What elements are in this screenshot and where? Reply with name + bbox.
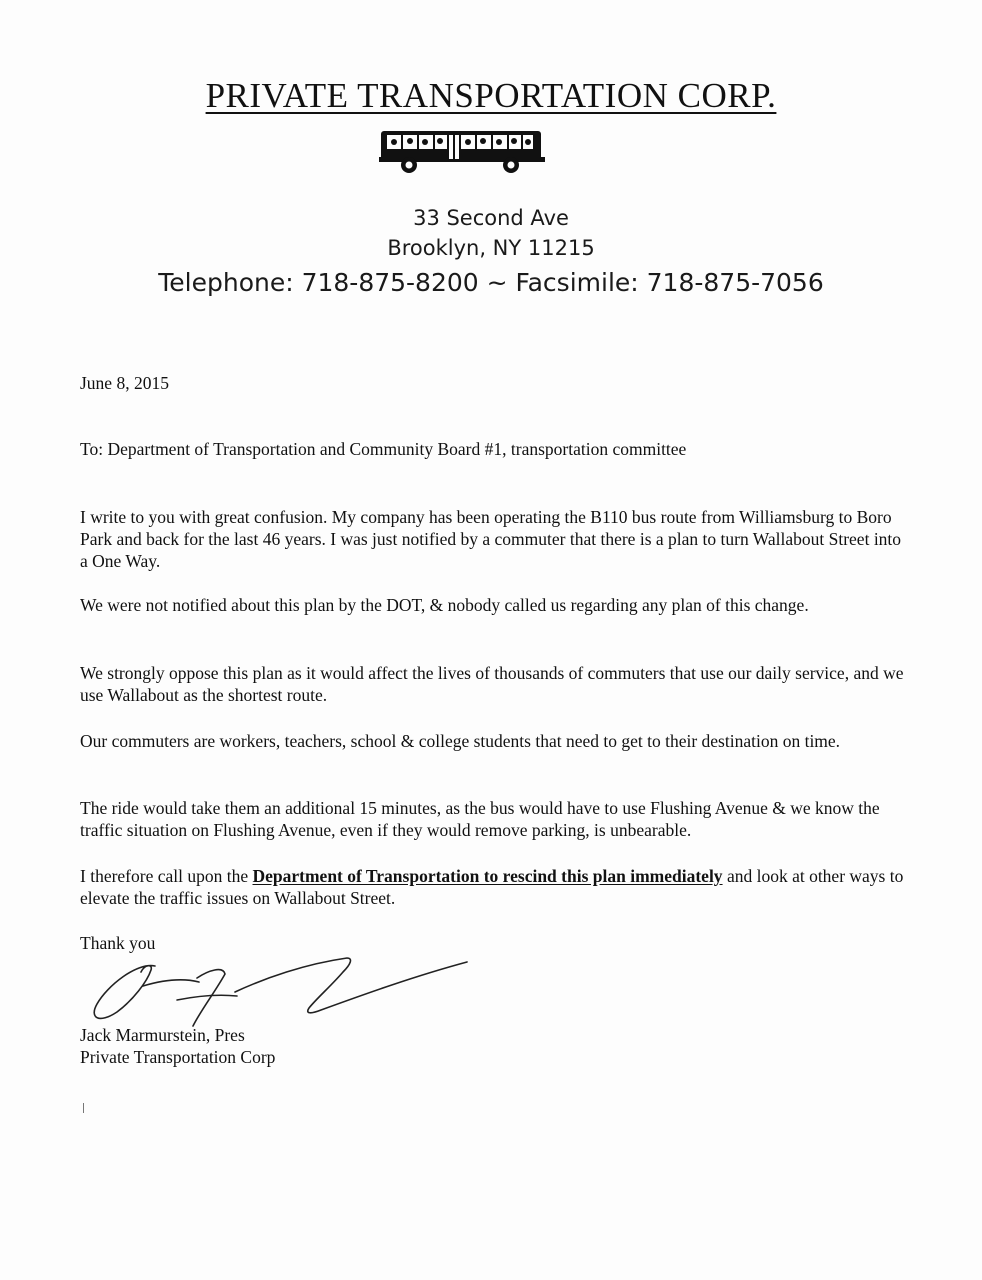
company-name: PRIVATE TRANSPORTATION CORP. — [205, 76, 777, 115]
closing-text-before: I therefore call upon the — [80, 866, 253, 886]
handwritten-signature — [85, 952, 475, 1032]
paragraph-2: We were not notified about this plan by the DOT, & nobody called us regarding any plan of this change. — [80, 595, 809, 615]
letter-date: June 8, 2015 — [80, 373, 169, 393]
address-street: 33 Second Ave — [413, 206, 569, 230]
recipient-line: To: Department of Transportation and Community Board #1, transportation committee — [80, 439, 687, 459]
signer-company: Private Transportation Corp — [80, 1047, 276, 1067]
contact-numbers: Telephone: 718-875-8200 ~ Facsimile: 718-875-7056 — [158, 268, 824, 297]
sign-off: Thank you — [80, 933, 156, 953]
scan-mark — [83, 1103, 84, 1113]
paragraph-4: Our commuters are workers, teachers, school & college students that need to get to their destination on time. — [80, 731, 841, 751]
closing-emphasis: Department of Transportation to rescind this plan immediately — [252, 866, 723, 886]
company-title — [0, 76, 982, 116]
closing-paragraph — [80, 865, 910, 909]
paragraph-3: We strongly oppose this plan as it would affect the lives of thousands of commuters that use our daily service, and we use Wallabout as the shortest route. — [80, 663, 904, 705]
signer-name: Jack Marmurstein, Pres — [80, 1025, 245, 1045]
address-city: Brooklyn, NY 11215 — [387, 236, 595, 260]
paragraph-1: I write to you with great confusion. My company has been operating the B110 bus route from Williamsburg to Boro Park and back for the last 46 years. I was just notified by a commuter that there is a plan to turn Wallabout Street into a One Way. — [80, 507, 902, 571]
bus-icon — [379, 128, 545, 174]
paragraph-5: The ride would take them an additional 15 minutes, as the bus would have to use Flushing Avenue & we know the traffic situation on Flushing Avenue, even if they would remove parking, is unbearable. — [80, 798, 880, 840]
closing-text-after: and look at other ways to elevate the traffic issues on Wallabout Street. — [80, 866, 904, 908]
